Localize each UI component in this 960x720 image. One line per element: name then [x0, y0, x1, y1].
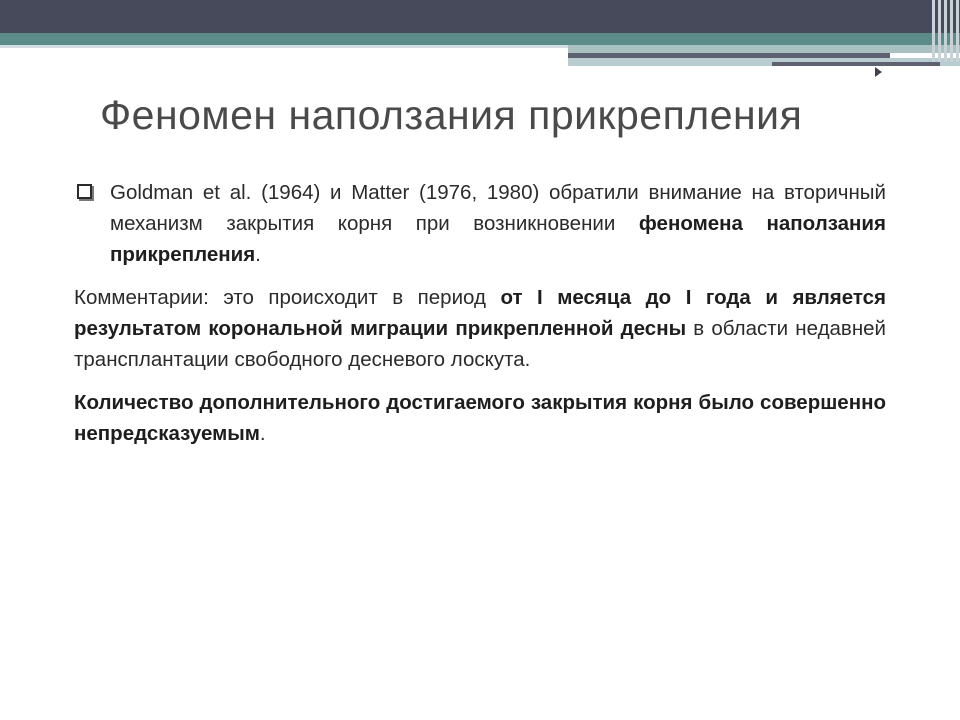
bullet-bold-text: феномена наползания прикрепления [110, 212, 886, 266]
comment-text-end: в области недавней трансплантации свободного десневого лоскута. [74, 317, 886, 371]
bullet-text: Goldman et al. (1964) и Matter (1976, 1980) обратили внимание на вторичный механизм закрытия корня при возникновении [110, 181, 886, 235]
header-band-step [568, 45, 960, 53]
header-band-teal [0, 33, 960, 45]
comment-paragraph [74, 282, 886, 375]
slide-title: Феномен наползания прикрепления [100, 92, 803, 138]
bullet-text-end: . [255, 243, 261, 266]
conclusion-paragraph [74, 387, 886, 449]
triangle-arrow-icon [875, 67, 882, 77]
bullet-paragraph [74, 177, 886, 270]
conclusion-bold-text: Количество дополнительного достигаемого закрытия корня было совершенно непредсказуемым [74, 391, 886, 445]
checkbox-square-icon [77, 184, 92, 199]
header-stripes [930, 0, 960, 62]
header-band-dark [0, 0, 960, 33]
slide-body [74, 177, 886, 461]
header-band-light [0, 45, 570, 48]
header-band-step [772, 62, 940, 66]
conclusion-text-end: . [259, 422, 266, 445]
comment-bold-text: от I месяца до I года и является результатом корональной миграции прикрепленной десны [74, 286, 886, 340]
comment-text: Комментарии: это происходит в период [74, 286, 501, 309]
